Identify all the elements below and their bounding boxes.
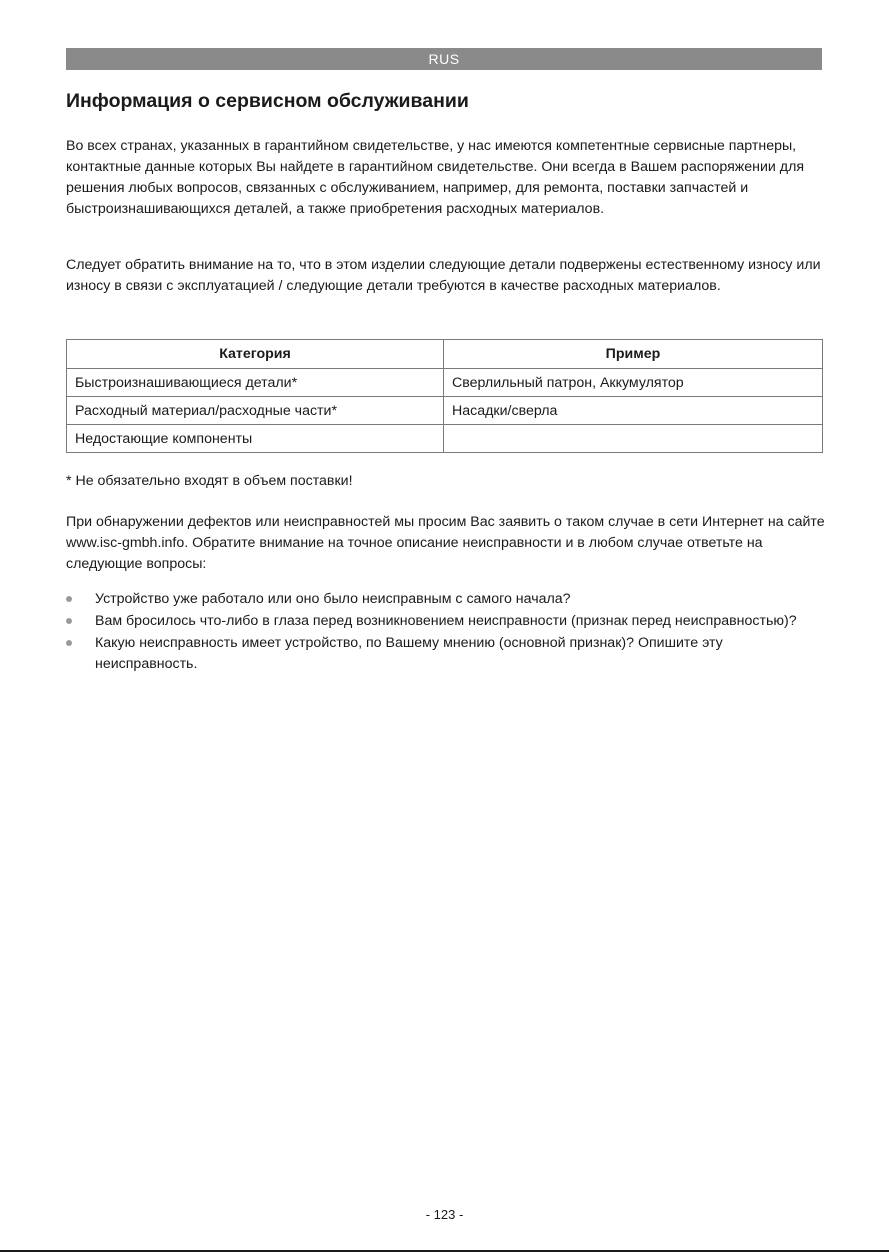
table-row (67, 425, 823, 453)
category-cell: Расходный материал/расходные части* (67, 397, 444, 425)
table-header-row (67, 340, 823, 369)
list-item (66, 633, 826, 675)
list-item (66, 589, 826, 610)
intro-paragraph: Во всех странах, указанных в гарантийном свидетельстве, у нас имеются компетентные сервисные партнеры, контактные данные которых Вы найдете в гарантийном свидетельстве. Они всегда в Вашем распоряжении для решения любых вопросов, связанных с обслуживанием, например, для ремонта, поставки запчастей и быстроизнашивающихся деталей, а также приобретения расходных материалов. (66, 138, 805, 217)
list-item (66, 611, 826, 632)
bullet-icon (66, 640, 72, 646)
parts-category-table (66, 339, 823, 453)
language-header-bar (66, 48, 822, 70)
category-cell: Быстроизнашивающиеся детали* (67, 369, 444, 397)
example-cell (444, 425, 823, 453)
bottom-divider (0, 1250, 889, 1252)
page-number: - 123 - (425, 1207, 464, 1222)
column-header-example: Пример (444, 340, 823, 369)
bullet-icon (66, 618, 72, 624)
footnote: * Не обязательно входят в объем поставки! (66, 473, 353, 489)
bullet-icon (66, 596, 72, 602)
column-header-category: Категория (67, 340, 444, 369)
defects-paragraph: При обнаружении дефектов или неисправностей мы просим Вас заявить о таком случае в сети Интернет на сайте www.isc-gmbh.info. Обратите внимание на точное описание неисправности и в любом случае ответьте на следующие вопросы: (66, 514, 825, 572)
table-row (67, 369, 823, 397)
wear-paragraph: Следует обратить внимание на то, что в этом изделии следующие детали подвержены естественному износу или износу в связи с эксплуатацией / следующие детали требуются в качестве расходных материалов. (66, 257, 821, 294)
table-row (67, 397, 823, 425)
language-label: RUS (428, 51, 460, 67)
question-text: Вам бросилось что-либо в глаза перед возникновением неисправности (признак перед неисправностью)? (95, 613, 797, 629)
question-text: Какую неисправность имеет устройство, по Вашему мнению (основной признак)? Опишите эту неисправность. (95, 635, 723, 672)
question-list (66, 589, 826, 676)
category-cell: Недостающие компоненты (67, 425, 444, 453)
page-title: Информация о сервисном обслуживании (66, 90, 469, 112)
question-text: Устройство уже работало или оно было неисправным с самого начала? (95, 591, 571, 607)
example-cell: Сверлильный патрон, Аккумулятор (444, 369, 823, 397)
example-cell: Насадки/сверла (444, 397, 823, 425)
